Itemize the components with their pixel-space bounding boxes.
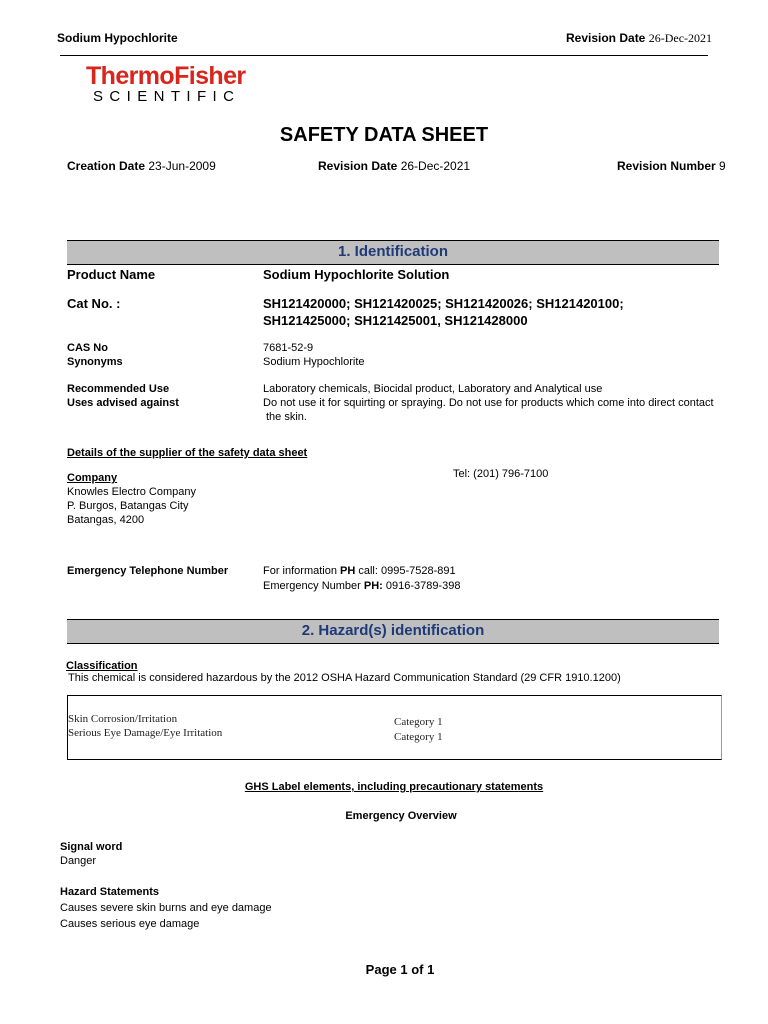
uses-advised-against-line-2: the skin. [266,411,307,423]
creation-date [67,159,216,173]
uses-advised-against-label: Uses advised against [67,397,179,409]
revision-number [617,159,726,173]
synonyms-label: Synonyms [67,356,123,368]
classification-category-2: Category 1 [394,731,443,743]
ghs-heading: GHS Label elements, including precautionary statements [244,781,544,793]
emergency-number-country: PH: [363,580,383,592]
emergency-number-value: 0916-3789-398 [382,580,461,592]
header-revision-label: Revision Date [566,31,646,45]
cas-no-value: 7681-52-9 [263,342,314,354]
header-revision-value: 26-Dec-2021 [648,31,713,45]
revision-number-label: Revision Number [617,159,716,173]
emergency-info-prefix: For information [263,565,341,577]
document-title: SAFETY DATA SHEET [279,124,489,146]
creation-date-label: Creation Date [67,159,146,173]
cat-no-line-2: SH121425000; SH121425001, SH121428000 [263,313,528,328]
company-name: Knowles Electro Company [67,486,197,498]
classification-hazard-1: Skin Corrosion/Irritation [68,713,178,725]
product-name-value: Sodium Hypochlorite Solution [263,267,450,282]
cat-no-label: Cat No. : [67,296,121,311]
emergency-overview: Emergency Overview [345,810,457,822]
cas-no-label: CAS No [67,342,108,354]
emergency-info-country: PH [340,565,356,577]
header-divider [60,55,708,56]
page-number: Page 1 of 1 [365,962,435,977]
cat-no-line-1: SH121420000; SH121420025; SH121420026; SH121420100; [263,296,624,311]
classification-hazard-2: Serious Eye Damage/Eye Irritation [68,727,223,739]
hazard-statement-2: Causes serious eye damage [60,918,200,930]
company-label: Company [67,472,118,484]
uses-advised-against-line-1: Do not use it for squirting or spraying. Do not use for products which come into direct contact [263,397,714,409]
revision-date-value: 26-Dec-2021 [400,159,471,173]
section-1-title: 1. Identification [337,243,448,260]
header-revision [566,31,712,46]
classification-category-1: Category 1 [394,716,443,728]
hazard-statements-label: Hazard Statements [60,886,160,898]
section-1-header [67,240,719,265]
emergency-info-line [263,565,456,577]
supplier-heading: Details of the supplier of the safety data sheet [67,447,308,459]
hazard-statement-1: Causes severe skin burns and eye damage [60,902,272,914]
creation-date-value: 23-Jun-2009 [148,159,216,173]
classification-text: This chemical is considered hazardous by the 2012 OSHA Hazard Communication Standard (29 CFR 1910.1200) [68,672,621,684]
recommended-use-label: Recommended Use [67,383,170,395]
thermofisher-logo-wordmark: ThermoFisher [86,62,246,90]
signal-word-value: Danger [60,855,97,867]
revision-date-label: Revision Date [318,159,398,173]
header-product-name: Sodium Hypochlorite [57,31,178,45]
emergency-info-number: call: 0995-7528-891 [355,565,456,577]
emergency-number-prefix: Emergency Number [263,580,364,592]
company-address-2: Batangas, 4200 [67,514,145,526]
recommended-use-value: Laboratory chemicals, Biocidal product, Laboratory and Analytical use [263,383,603,395]
classification-table [67,695,722,760]
classification-label: Classification [66,660,138,672]
section-2-header [67,619,719,644]
product-name-label: Product Name [67,267,156,282]
revision-date [318,159,470,173]
company-address-1: P. Burgos, Batangas City [67,500,189,512]
synonyms-value: Sodium Hypochlorite [263,356,365,368]
section-2-title: 2. Hazard(s) identification [301,622,485,639]
company-telephone: Tel: (201) 796-7100 [453,468,549,480]
revision-number-value: 9 [719,159,726,173]
emergency-telephone-label: Emergency Telephone Number [67,565,229,577]
signal-word-label: Signal word [60,841,123,853]
emergency-number-line [263,580,461,592]
thermofisher-logo-scientific: SCIENTIFIC [93,88,241,105]
